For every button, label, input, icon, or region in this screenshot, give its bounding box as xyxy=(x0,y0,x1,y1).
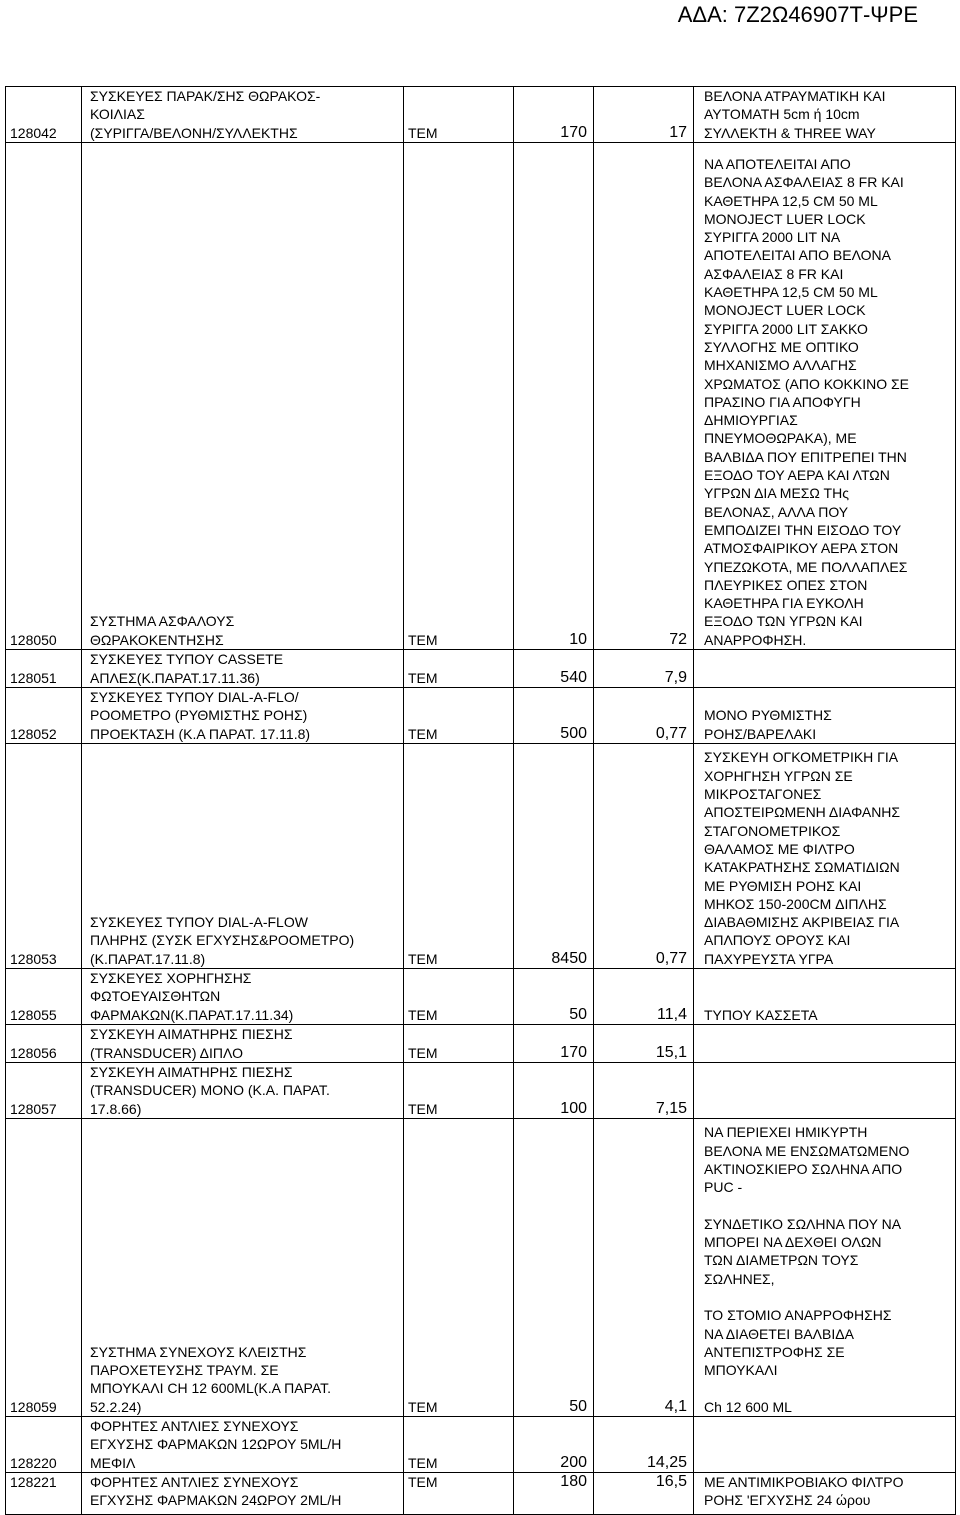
table-row xyxy=(6,1417,956,1473)
item-specification xyxy=(694,1417,956,1473)
item-price: 4,1 xyxy=(594,1119,694,1417)
item-unit: ΤΕΜ xyxy=(404,87,514,143)
item-unit: ΤΕΜ xyxy=(404,650,514,688)
item-quantity: 50 xyxy=(514,969,594,1025)
table-row xyxy=(6,969,956,1025)
item-description: ΣΥΣΤΗΜΑ ΑΣΦΑΛΟΥΣ ΘΩΡΑΚΟΚΕΝΤΗΣΗΣ xyxy=(82,143,404,650)
item-price: 7,15 xyxy=(594,1063,694,1119)
item-description: ΣΥΣΚΕΥΕΣ ΠΑΡΑΚ/ΣΗΣ ΘΩΡΑΚΟΣ- ΚΟΙΛΙΑΣ (ΣΥΡΙΓΓΑ/ΒΕΛΟΝΗ/ΣΥΛΛΕΚΤΗΣ xyxy=(82,87,404,143)
item-price: 16,5 xyxy=(594,1473,694,1515)
table-row xyxy=(6,650,956,688)
item-specification: ΜΕ ΑΝΤΙΜΙΚΡΟΒΙΑΚΟ ΦΙΛΤΡΟ ΡΟΗΣ 'ΕΓΧΥΣΗΣ 24 ώρου xyxy=(694,1473,956,1515)
item-quantity: 200 xyxy=(514,1417,594,1473)
item-description: ΦΟΡΗΤΕΣ ΑΝΤΛΙΕΣ ΣΥΝΕΧΟΥΣ ΕΓΧΥΣΗΣ ΦΑΡΜΑΚΩΝ 12ΩΡΟΥ 5ML/H ΜΕΦΙΛ xyxy=(82,1417,404,1473)
item-description: ΣΥΣΚΕΥΕΣ ΧΟΡΗΓΗΣΗΣ ΦΩΤΟΕΥΑΙΣΘΗΤΩΝ ΦΑΡΜΑΚΩΝ(Κ.ΠΑΡΑΤ.17.11.34) xyxy=(82,969,404,1025)
item-price: 15,1 xyxy=(594,1025,694,1063)
item-price: 7,9 xyxy=(594,650,694,688)
item-specification: ΣΥΣΚΕΥΗ ΟΓΚΟΜΕΤΡΙΚΗ ΓΙΑ ΧΟΡΗΓΗΣΗ ΥΓΡΩΝ ΣΕ ΜΙΚΡΟΣΤΑΓΟΝΕΣ ΑΠΟΣΤΕΙΡΩΜΕΝΗ ΔΙΑΦΑΝΗΣ ΣΤΑΓΟΝΟΜΕΤΡΙΚΟΣ ΘΑΛΑΜΟΣ ΜΕ ΦΙΛΤΡΟ ΚΑΤΑΚΡΑΤΗΣΗΣ ΣΩΜΑΤΙΔΙΩΝ ΜΕ ΡΥΘΜΙΣΗ ΡΟΗΣ ΚΑΙ ΜΗΚΟΣ 150-200CM ΔΙΠΛΗΣ ΔΙΑΒΑΘΜΙΣΗΣ ΑΚΡΙΒΕΙΑΣ ΓΙΑ ΑΠΛΠΟΥΣ ΟΡΟΥΣ ΚΑΙ ΠΑΧΥΡΕΥΣΤΑ ΥΓΡΑ xyxy=(694,744,956,969)
item-unit: ΤΕΜ xyxy=(404,744,514,969)
table-row xyxy=(6,87,956,143)
item-unit: ΤΕΜ xyxy=(404,969,514,1025)
item-unit: ΤΕΜ xyxy=(404,688,514,744)
ada-header: ΑΔΑ: 7Ζ2Ω46907Τ-ΨΡΕ xyxy=(677,2,918,27)
item-code: 128220 xyxy=(6,1417,82,1473)
item-specification: ΝΑ ΑΠΟΤΕΛΕΙΤΑΙ ΑΠΟ ΒΕΛΟΝΑ ΑΣΦΑΛΕΙΑΣ 8 FR ΚΑΙ ΚΑΘΕΤΗΡΑ 12,5 CM 50 ML MONOJECT LUER LOCK ΣΥΡΙΓΓΑ 2000 LIT ΝΑ ΑΠΟΤΕΛΕΙΤΑΙ ΑΠΟ ΒΕΛΟΝΑ ΑΣΦΑΛΕΙΑΣ 8 FR ΚΑΙ ΚΑΘΕΤΗΡΑ 12,5 CM 50 ML MONOJECT LUER LOCK ΣΥΡΙΓΓΑ 2000 LIT ΣΑΚΚΟ ΣΥΛΛΟΓΗΣ ΜΕ ΟΠΤΙΚΟ ΜΗΧΑΝΙΣΜΟ ΑΛΛΑΓΗΣ ΧΡΩΜΑΤΟΣ (ΑΠΟ ΚΟΚΚΙΝΟ ΣΕ ΠΡΑΣΙΝΟ ΓΙΑ ΑΠΟΦΥΓΗ ΔΗΜΙΟΥΡΓΙΑΣ ΠΝΕΥΜΟΘΩΡΑΚΑ), ΜΕ ΒΑΛΒΙΔΑ ΠΟΥ ΕΠΙΤΡΕΠΕΙ ΤΗΝ ΕΞΟΔΟ ΤΟΥ ΑΕΡΑ ΚΑΙ ΛΤΩΝ ΥΓΡΩΝ ΔΙΑ ΜΕΣΩ ΤΗς ΒΕΛΟΝΑΣ, ΑΛΛΑ ΠΟΥ ΕΜΠΟΔΙΖΕΙ ΤΗΝ ΕΙΣΟΔΟ ΤΟΥ ΑΤΜΟΣΦΑΙΡΙΚΟΥ ΑΕΡΑ ΣΤΟΝ ΥΠΕΖΩΚΟΤΑ, ΜΕ ΠΟΛΛΑΠΛΕΣ ΠΛΕΥΡΙΚΕΣ ΟΠΕΣ ΣΤΟΝ ΚΑΘΕΤΗΡΑ ΓΙΑ ΕΥΚΟΛΗ ΕΞΟΔΟ ΤΩΝ ΥΓΡΩΝ ΚΑΙ ΑΝΑΡΡΟΦΗΣΗ. xyxy=(694,143,956,650)
item-description: ΣΥΣΤΗΜΑ ΣΥΝΕΧΟΥΣ ΚΛΕΙΣΤΗΣ ΠΑΡΟΧΕΤΕΥΣΗΣ ΤΡΑΥΜ. ΣΕ ΜΠΟΥΚΑΛΙ CH 12 600ML(Κ.Α ΠΑΡΑΤ. 52.2.24) xyxy=(82,1119,404,1417)
item-unit: ΤΕΜ xyxy=(404,1473,514,1515)
item-price: 14,25 xyxy=(594,1417,694,1473)
item-code: 128042 xyxy=(6,87,82,143)
table-row xyxy=(6,1473,956,1515)
item-specification: ΝΑ ΠΕΡΙΕΧΕΙ ΗΜΙΚΥΡΤΗ ΒΕΛΟΝΑ ΜΕ ΕΝΣΩΜΑΤΩΜΕΝΟ ΑΚΤΙΝΟΣΚΙΕΡΟ ΣΩΛΗΝΑ ΑΠΟ PUC - ΣΥΝΔΕΤΙΚΟ ΣΩΛΗΝΑ ΠΟΥ ΝΑ ΜΠΟΡΕΙ ΝΑ ΔΕΧΘΕΙ ΟΛΩΝ ΤΩΝ ΔΙΑΜΕΤΡΩΝ ΤΟΥΣ ΣΩΛΗΝΕΣ, ΤΟ ΣΤΟΜΙΟ ΑΝΑΡΡΟΦΗΣΗΣ ΝΑ ΔΙΑΘΕΤΕΙ ΒΑΛΒΙΔΑ ΑΝΤΕΠΙΣΤΡΟΦΗΣ ΣΕ ΜΠΟΥΚΑΛΙ Ch 12 600 ML xyxy=(694,1119,956,1417)
item-specification xyxy=(694,1063,956,1119)
item-quantity: 170 xyxy=(514,87,594,143)
item-quantity: 540 xyxy=(514,650,594,688)
table-row xyxy=(6,143,956,650)
item-unit: ΤΕΜ xyxy=(404,1119,514,1417)
item-specification: ΒΕΛΟΝΑ ΑΤΡΑΥΜΑΤΙΚΗ ΚΑΙ ΑΥΤΟΜΑΤΗ 5cm ή 10cm ΣΥΛΛΕΚΤΗ & THREE WAY xyxy=(694,87,956,143)
table-row xyxy=(6,1025,956,1063)
item-quantity: 170 xyxy=(514,1025,594,1063)
item-code: 128056 xyxy=(6,1025,82,1063)
item-code: 128052 xyxy=(6,688,82,744)
item-unit: ΤΕΜ xyxy=(404,143,514,650)
item-description: ΦΟΡΗΤΕΣ ΑΝΤΛΙΕΣ ΣΥΝΕΧΟΥΣ ΕΓΧΥΣΗΣ ΦΑΡΜΑΚΩΝ 24ΩΡΟΥ 2ML/H xyxy=(82,1473,404,1515)
item-specification xyxy=(694,1025,956,1063)
item-price: 0,77 xyxy=(594,688,694,744)
item-specification: ΜΟΝΟ ΡΥΘΜΙΣΤΗΣ ΡΟΗΣ/ΒΑΡΕΛΑΚΙ xyxy=(694,688,956,744)
item-unit: ΤΕΜ xyxy=(404,1417,514,1473)
item-price: 0,77 xyxy=(594,744,694,969)
table-row xyxy=(6,688,956,744)
table-row xyxy=(6,1063,956,1119)
item-code: 128050 xyxy=(6,143,82,650)
item-quantity: 180 xyxy=(514,1473,594,1515)
item-price: 72 xyxy=(594,143,694,650)
item-specification xyxy=(694,650,956,688)
item-code: 128055 xyxy=(6,969,82,1025)
items-table xyxy=(5,86,956,1515)
item-code: 128059 xyxy=(6,1119,82,1417)
table-row xyxy=(6,1119,956,1417)
item-quantity: 8450 xyxy=(514,744,594,969)
item-specification: ΤΥΠΟΥ ΚΑΣΣΕΤΑ xyxy=(694,969,956,1025)
table-row xyxy=(6,744,956,969)
item-code: 128057 xyxy=(6,1063,82,1119)
item-unit: ΤΕΜ xyxy=(404,1025,514,1063)
item-description: ΣΥΣΚΕΥΗ ΑΙΜΑΤΗΡΗΣ ΠΙΕΣΗΣ (TRANSDUCER) ΜΟΝΟ (Κ.Α. ΠΑΡΑΤ. 17.8.66) xyxy=(82,1063,404,1119)
item-price: 11,4 xyxy=(594,969,694,1025)
item-description: ΣΥΣΚΕΥΕΣ ΤΥΠΟΥ DIAL-A-FLOW ΠΛΗΡΗΣ (ΣΥΣΚ ΕΓΧΥΣΗΣ&ΡΟΟΜΕΤΡΟ) (Κ.ΠΑΡΑΤ.17.11.8) xyxy=(82,744,404,969)
item-quantity: 100 xyxy=(514,1063,594,1119)
item-quantity: 10 xyxy=(514,143,594,650)
item-description: ΣΥΣΚΕΥΕΣ ΤΥΠΟΥ DIAL-A-FLO/ ΡΟΟΜΕΤΡΟ (ΡΥΘΜΙΣΤΗΣ ΡΟΗΣ) ΠΡΟΕΚΤΑΣΗ (Κ.Α ΠΑΡΑΤ. 17.11.8) xyxy=(82,688,404,744)
item-quantity: 500 xyxy=(514,688,594,744)
item-price: 17 xyxy=(594,87,694,143)
item-quantity: 50 xyxy=(514,1119,594,1417)
item-description: ΣΥΣΚΕΥΗ ΑΙΜΑΤΗΡΗΣ ΠΙΕΣΗΣ (TRANSDUCER) ΔΙΠΛΟ xyxy=(82,1025,404,1063)
item-code: 128221 xyxy=(6,1473,82,1515)
item-code: 128053 xyxy=(6,744,82,969)
item-unit: ΤΕΜ xyxy=(404,1063,514,1119)
item-code: 128051 xyxy=(6,650,82,688)
item-description: ΣΥΣΚΕΥΕΣ ΤΥΠΟΥ CASSETE ΑΠΛΕΣ(Κ.ΠΑΡΑΤ.17.11.36) xyxy=(82,650,404,688)
